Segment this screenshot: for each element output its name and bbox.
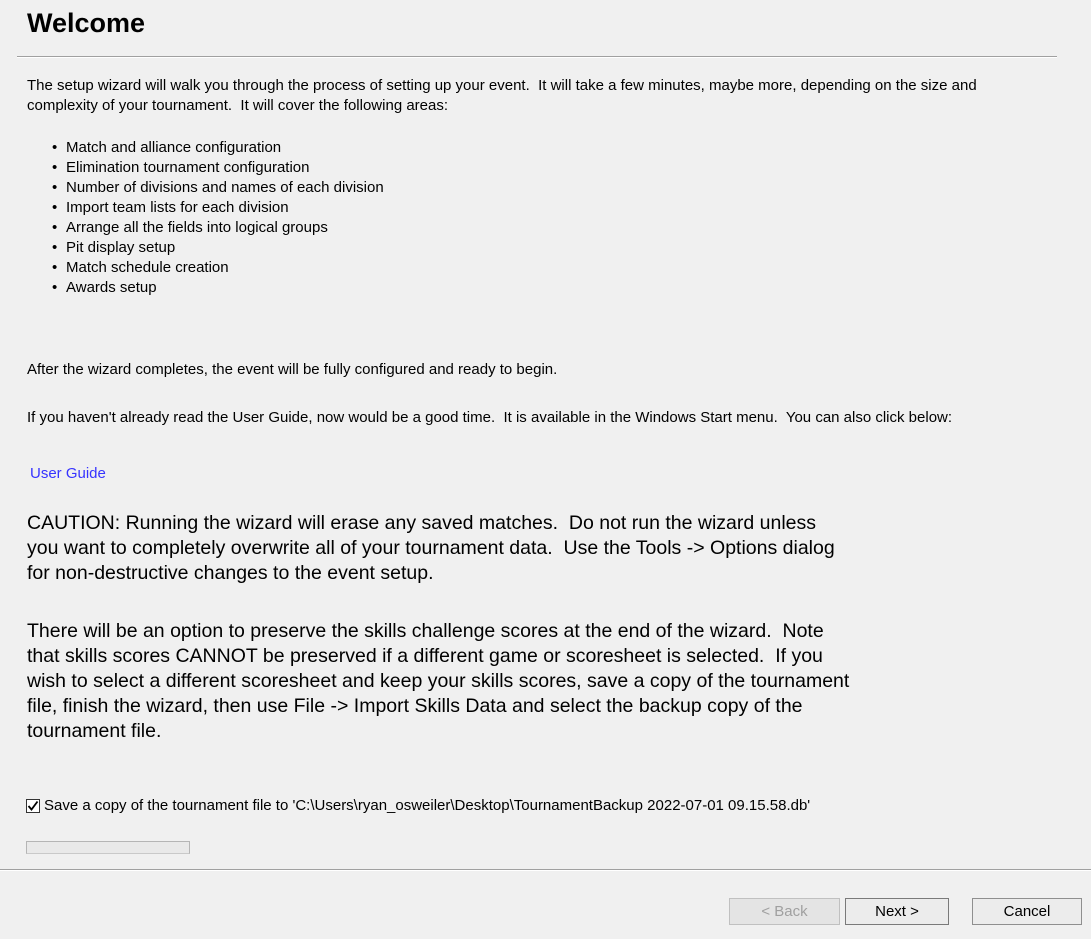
backup-checkbox[interactable]: [26, 799, 40, 813]
wizard-areas-list: [52, 138, 384, 298]
wizard-button-row: [0, 898, 1091, 925]
after-wizard-paragraph: After the wizard completes, the event will be fully configured and ready to begin.: [27, 361, 558, 378]
title-separator: [17, 56, 1057, 58]
cancel-button[interactable]: Cancel: [972, 898, 1082, 925]
list-item: • Match and alliance configuration: [52, 138, 384, 158]
next-button[interactable]: Next >: [845, 898, 949, 925]
checkmark-icon: [27, 800, 39, 812]
back-button[interactable]: < Back: [729, 898, 840, 925]
list-item: • Match schedule creation: [52, 258, 384, 278]
user-guide-link[interactable]: User Guide: [30, 465, 106, 482]
backup-progress-bar: [26, 841, 190, 854]
backup-checkbox-label: Save a copy of the tournament file to 'C:\Users\ryan_osweiler\Desktop\TournamentBackup 2022-07-01 09.15.58.db': [44, 797, 811, 814]
caution-paragraph: CAUTION: Running the wizard will erase any saved matches. Do not run the wizard unless you want to completely overwrite all of your tournament data. Use the Tools -> Options dialog for non-destructive changes to the event setup.: [27, 512, 841, 584]
user-guide-paragraph: If you haven't already read the User Guide, now would be a good time. It is available in the Windows Start menu. You can also click below:: [27, 409, 953, 426]
page-title: Welcome: [27, 8, 146, 38]
list-item: • Number of divisions and names of each division: [52, 178, 384, 198]
list-item: • Arrange all the fields into logical groups: [52, 218, 384, 238]
footer-separator: [0, 869, 1091, 871]
intro-paragraph: The setup wizard will walk you through the process of setting up your event. It will take a few minutes, maybe more, depending on the size and complexity of your tournament. It will cover the following areas:: [27, 77, 981, 114]
list-item: • Import team lists for each division: [52, 198, 384, 218]
skills-paragraph: There will be an option to preserve the skills challenge scores at the end of the wizard. Note that skills scores CANNOT be preserved if a different game or scoresheet is selected. If you wish to select a different scoresheet and keep your skills scores, save a copy of the tournament file, finish the wizard, then use File -> Import Skills Data and select the backup copy of the tournament file.: [27, 620, 855, 742]
list-item: • Awards setup: [52, 278, 384, 298]
list-item: • Pit display setup: [52, 238, 384, 258]
backup-checkbox-row: [26, 797, 810, 814]
list-item: • Elimination tournament configuration: [52, 158, 384, 178]
